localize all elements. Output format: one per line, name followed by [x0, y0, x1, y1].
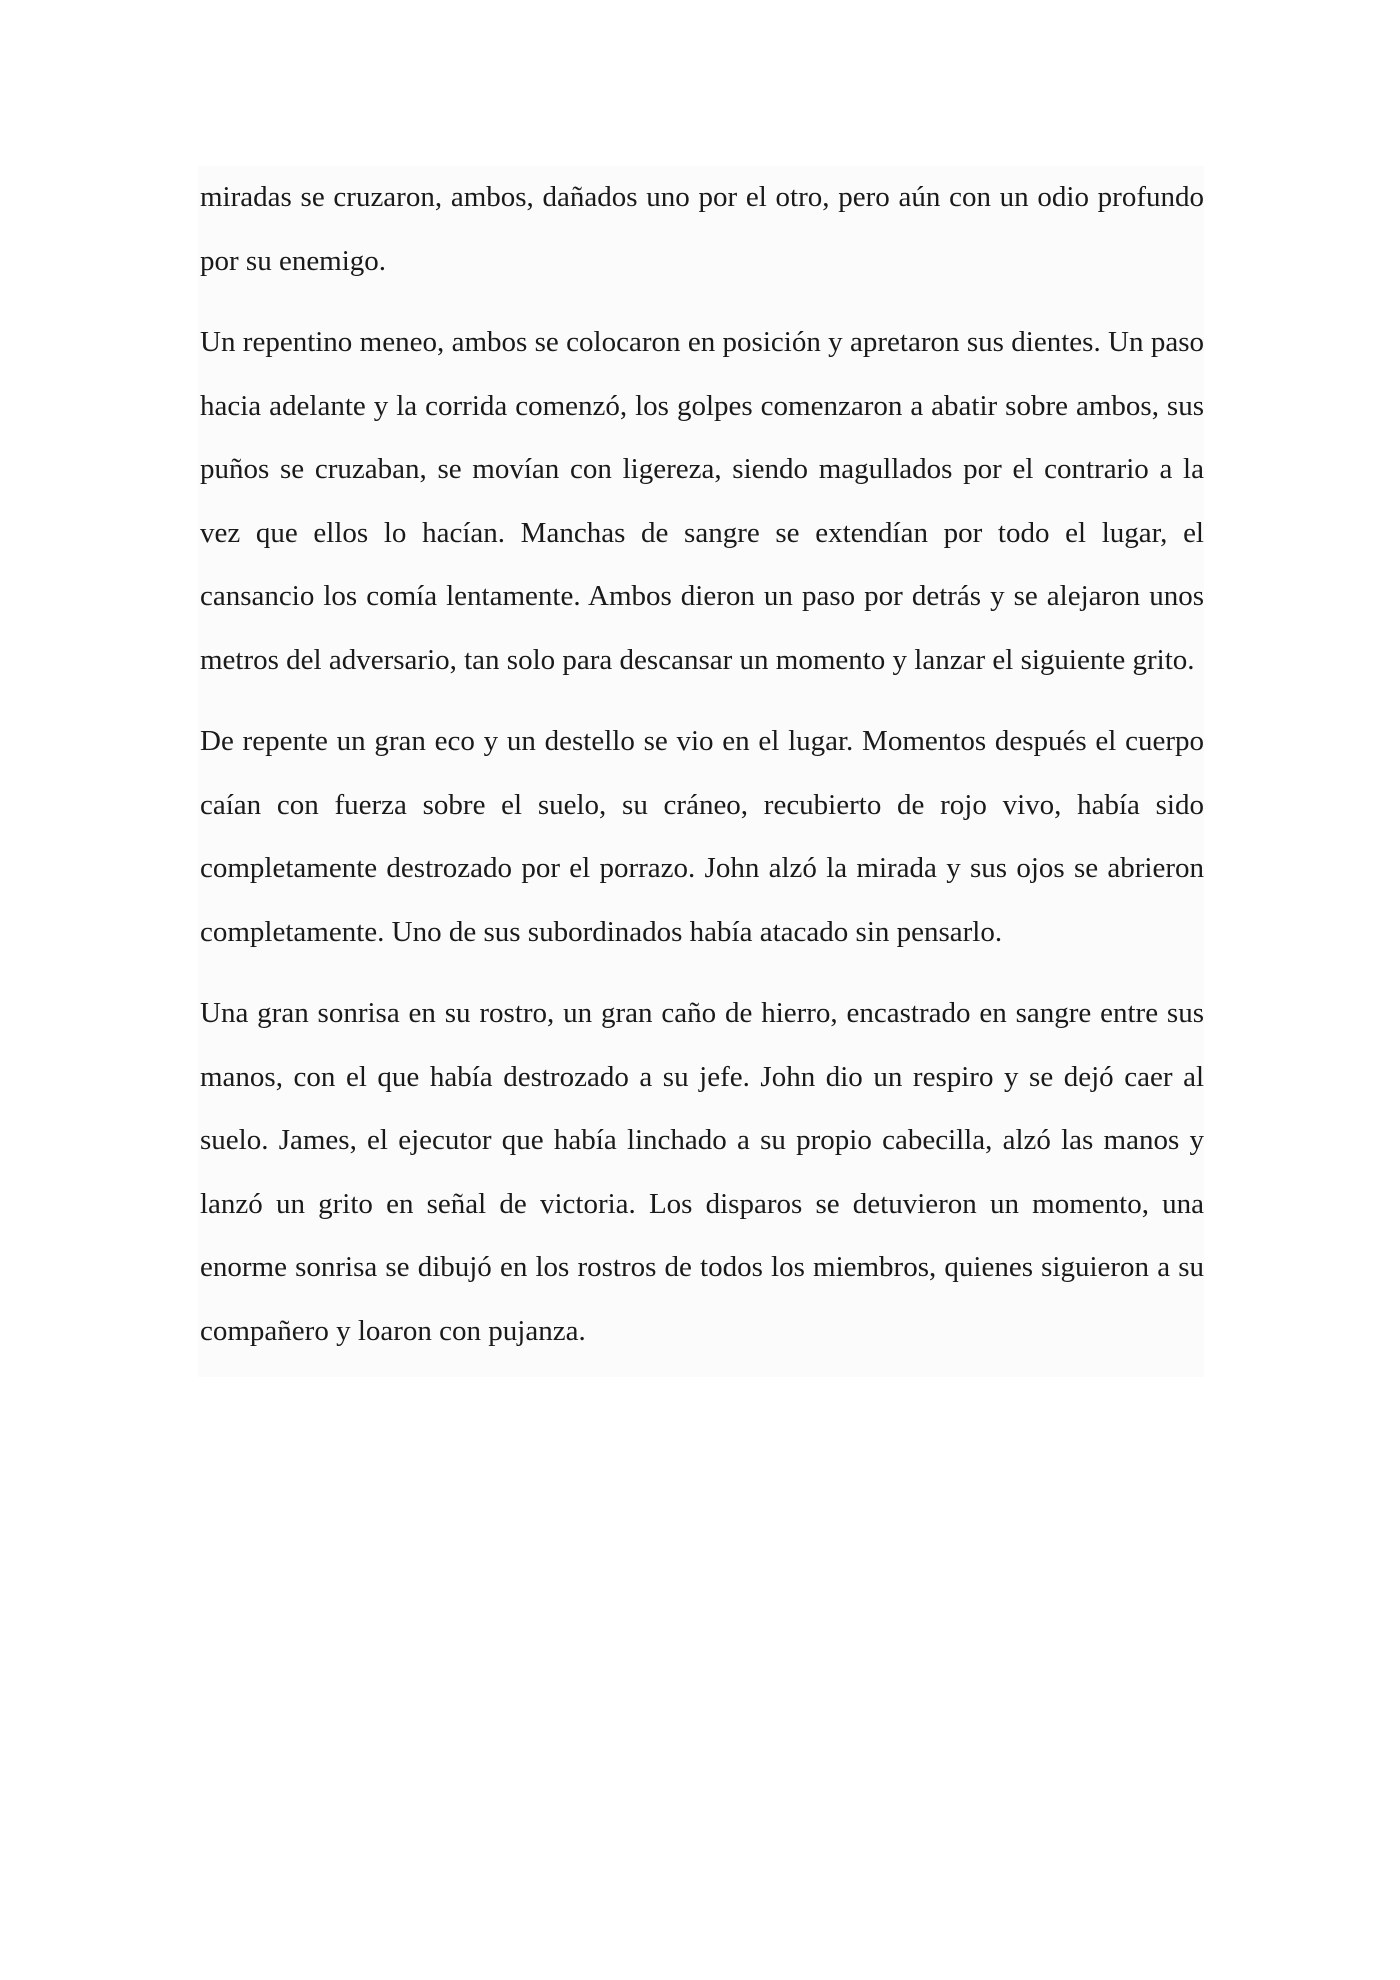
paragraph-4: Una gran sonrisa en su rostro, un gran caño de hierro, encastrado en sangre entre sus manos, con el que había destrozado a su jefe. John dio un respiro y se dejó caer al suelo. James, el ejecutor que había linchado a su propio cabecilla, alzó las manos y lanzó un grito en señal de victoria. Los disparos se detuvieron un momento, una enorme sonrisa se dibujó en los rostros de todos los miembros, quienes siguieron a su compañero y loaron con pujanza.: [200, 997, 1204, 1347]
body-text: [198, 166, 1204, 1377]
paragraph-2: Un repentino meneo, ambos se colocaron en posición y apretaron sus dientes. Un paso hacia adelante y la corrida comenzó, los golpes comenzaron a abatir sobre ambos, sus puños se cruzaban, se movían con ligereza, siendo magullados por el contrario a la vez que ellos lo hacían. Manchas de sangre se extendían por todo el lugar, el cansancio los comía lentamente. Ambos dieron un paso por detrás y se alejaron unos metros del adversario, tan solo para descansar un momento y lanzar el siguiente grito.: [200, 326, 1204, 676]
paragraph-3: De repente un gran eco y un destello se vio en el lugar. Momentos después el cuerpo caían con fuerza sobre el suelo, su cráneo, recubierto de rojo vivo, había sido completamente destrozado por el porrazo. John alzó la mirada y sus ojos se abrieron completamente. Uno de sus subordinados había atacado sin pensarlo.: [200, 725, 1204, 948]
paragraph-1: miradas se cruzaron, ambos, dañados uno por el otro, pero aún con un odio profundo por su enemigo.: [200, 181, 1204, 277]
